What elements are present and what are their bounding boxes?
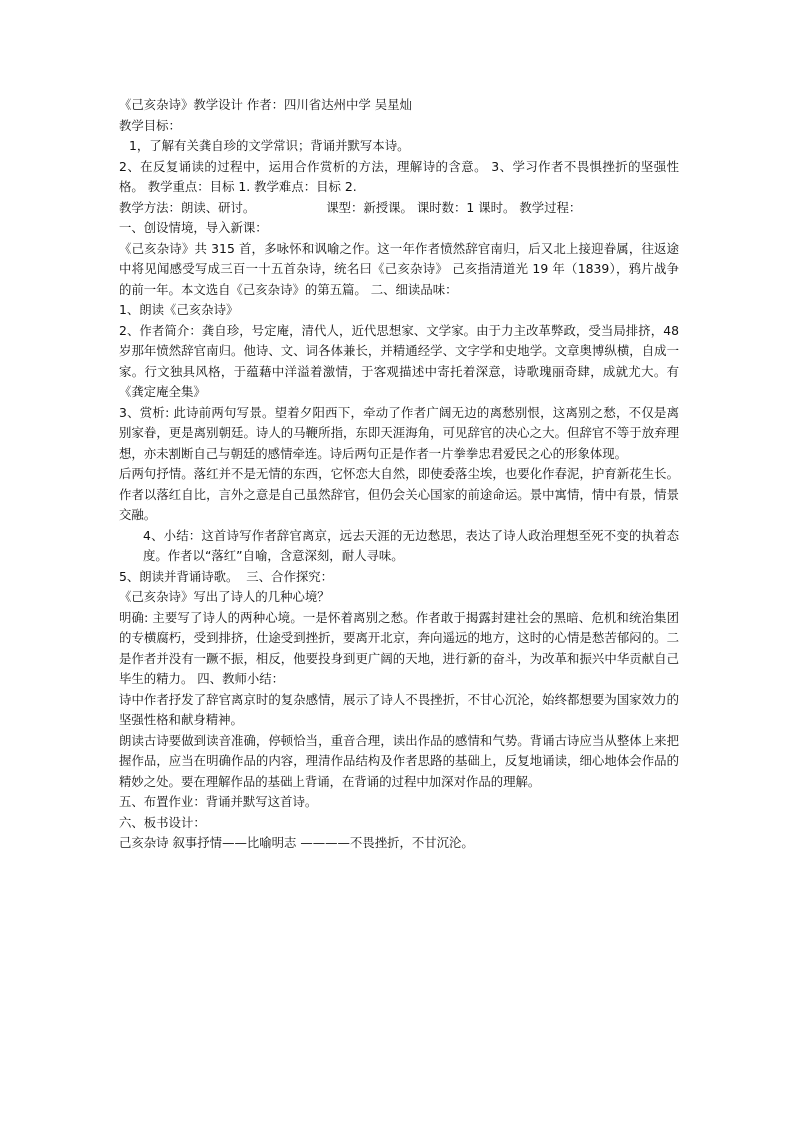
board-design-heading: 六、板书设计： xyxy=(119,814,206,830)
conclusion-paragraph: 诗中作者抒发了辞官离京时的复杂感情，展示了诗人不畏挫折，不甘心沉沦，始终都想要为国家效力的坚强性格和献身精神。 xyxy=(119,691,679,727)
document-body xyxy=(119,95,679,854)
goal-item-1: 1，了解有关龚自珍的文学常识；背诵并默写本诗。 xyxy=(129,138,410,153)
author-intro-paragraph: 2、作者简介：龚自珍，号定庵，清代人，近代思想家、文学家。由于力主改革弊政，受当局排挤，48 岁那年愤然辞官南归。他诗、文、词各体兼长，并精通经学、文字学和史地学。文章奥博纵横，自成一家。行文独具风格，于蕴藉中洋溢着激情，于客观描述中寄托着深意，诗歌瑰丽奇肆，成就尤大。有《龚定庵全集》 xyxy=(119,322,679,399)
teaching-method-line: 教学方法：朗读、研讨。 课型：新授课。 课时数：1 课时。 教学过程： xyxy=(119,199,582,215)
appreciation-paragraph: 3、赏析: 此诗前两句写景。望着夕阳西下，牵动了作者广阔无边的离愁别恨，这离别之愁，不仅是离别家眷，更是离别朝廷。诗人的马鞭所指，东即天涯海角，可见辞官的决心之大。但辞官不等于放弃理想，亦未割断自己与朝廷的感情牵连。诗后两句正是作者一片拳拳忠君爱民之心的形象体现。 xyxy=(119,404,679,461)
summary-paragraph: 4、小结：这首诗写作者辞官离京，远去天涯的无边愁思，表达了诗人政治理想至死不变的执着态度。作者以“落红”自喻，含意深刻，耐人寻味。 xyxy=(143,527,679,563)
board-design-line: 己亥杂诗 叙事抒情——比喻明志 ————不畏挫折，不甘沉沦。 xyxy=(119,835,474,850)
answer-paragraph: 明确: 主要写了诗人的两种心境。一是怀着离别之愁。作者敢于揭露封建社会的黑暗、危机和统治集团的专横腐朽，受到排挤，仕途受到挫折，要离开北京，奔向遥远的地方，这时的心情是愁苦郁闷的。二是作者并没有一蹶不振，相反，他要投身到更广阔的天地，进行新的奋斗，为改革和振兴中华贡献自己毕生的精力。 四、教师小结： xyxy=(119,609,679,686)
document-title: 《己亥杂诗》教学设计 作者：四川省达州中学 吴星灿 xyxy=(119,97,412,112)
intro-paragraph: 《己亥杂诗》共 315 首，多咏怀和讽喻之作。这一年作者愤然辞官南归，后又北上接迎眷属，往返途中将见闻感受写成三百一十五首杂诗，统名曰《己亥杂诗》 己亥指清道光 19 年（1839），鸦片战争的前一年。本文选自《己亥杂诗》的第五篇。 二、细读品味： xyxy=(119,240,679,297)
recite-line: 5、朗读并背诵诗歌。 三、合作探究： xyxy=(119,568,334,584)
question-line: 《己亥杂诗》写出了诗人的几种心境？ xyxy=(119,589,330,604)
read-poem-line: 1、朗读《己亥杂诗》 xyxy=(119,302,239,317)
goal-item-2-3: 2、在反复诵读的过程中，运用合作赏析的方法，理解诗的含意。 3、学习作者不畏惧挫折的坚强性格。 教学重点：目标 1. 教学难点：目标 2. xyxy=(119,158,679,194)
homework-line: 五、布置作业：背诵并默写这首诗。 xyxy=(119,794,318,809)
goals-heading: 教学目标： xyxy=(119,117,181,133)
section-1-heading: 一、创设情境，导入新课： xyxy=(119,220,268,235)
reading-method-paragraph: 朗读古诗要做到读音准确，停顿恰当，重音合理，读出作品的感情和气势。背诵古诗应当从整体上来把握作品，应当在明确作品的内容，理清作品结构及作者思路的基础上，反复地诵读，细心地体会作品的精妙之处。要在理解作品的基础上背诵，在背诵的过程中加深对作品的理解。 xyxy=(119,732,679,789)
latter-lines-paragraph: 后两句抒情。落红并不是无情的东西，它怀恋大自然，即使委落尘埃，也要化作春泥，护育新花生长。作者以落红自比，言外之意是自己虽然辞官，但仍会关心国家的前途命运。景中寓情，情中有景，情景交融。 xyxy=(119,466,679,522)
